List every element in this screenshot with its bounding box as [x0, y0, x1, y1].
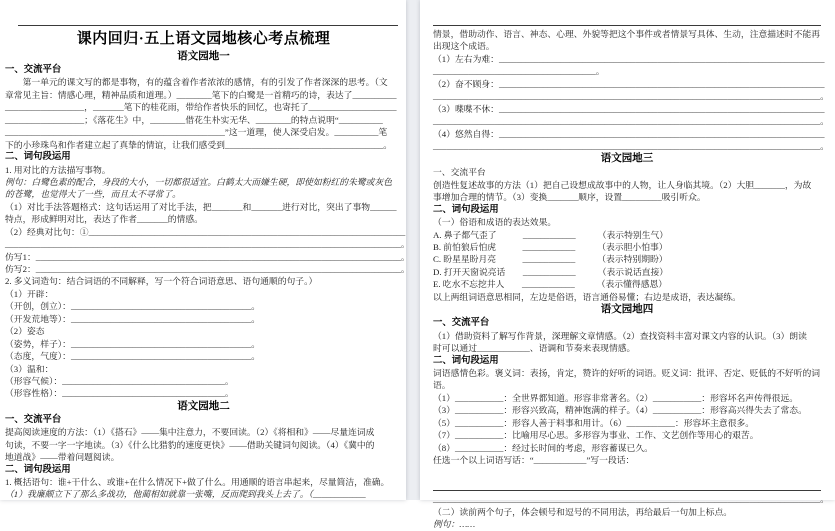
text-line: （2）经典对比句：①________________________________________________________________________: [5, 226, 406, 237]
text-line: 词语感情色彩。褒义词：表扬，肯定，赞许的好听的词语。贬义词：批评、否定、贬低的不好听的词: [433, 367, 821, 378]
text-line: 第一单元的课文写的都是事物，有的蕴含着作者浓浓的感情，有的引发了作者深深的思考。（文: [5, 77, 388, 88]
text-line: 例句：白鹭色素的配合，身段的大小，一切都很适宜。白鹤太大而嫌生硬，即使如粉红的朱鹭或灰色: [5, 176, 393, 187]
text-line: （2）奋不顾身：__________________________________________________________________________: [433, 78, 825, 89]
text-line: 提高阅读速度的方法：（1）《搭石》——集中注意力，不要回读。（2）《将相和》——尽量连词成: [5, 427, 375, 438]
text-line: （开创，创立）：_________________________________________。: [5, 301, 261, 312]
text-line: __________________，_______笔下的桂花雨，带给作者快乐的回忆，也寄托了____________________: [5, 102, 397, 113]
text-line: E. 吃水不忘挖井人 ____________ （表示懂得感恩）: [433, 279, 668, 290]
text-line: ________________________________________________________________________________________。: [433, 140, 829, 151]
text-line: B. 前怕狼后怕虎 ____________ （表示胆小怕事）: [433, 242, 668, 252]
subsection-heading: 一、交流平台: [433, 167, 486, 178]
subsection-heading: 一、交流平台: [5, 414, 62, 425]
text-line: （8）___________：经过长时间的考虑，形容蓄谋已久。: [433, 442, 653, 453]
page-1: [0, 0, 410, 500]
text-line: （1）开辟：: [5, 288, 54, 299]
text-line: （态度，气度）：_________________________________________。: [5, 351, 261, 362]
text-line: 1. 用对比的方法描写事物。: [5, 164, 111, 175]
subsection-heading: 二、词句段运用: [433, 355, 499, 366]
clipped-line: 例句：……: [433, 519, 476, 530]
text-line: 句读，不要一字一字地读。（3）《什么比猎豹的速度更快》——借助关键词句阅读。（4）《冀中的: [5, 439, 375, 450]
answer-line: [433, 478, 821, 491]
text-line: （二）读前两个句子，体会顿号和逗号的不同用法，再给最后一句加上标点。: [433, 506, 733, 517]
text-line: ________________________________________________________________________________________。: [433, 91, 829, 102]
text-line: （3）温和：: [5, 363, 54, 374]
text-line: （一）俗语和成语的表达效果。: [433, 217, 557, 228]
text-line: 时可以通过____________、语调和节奏来表现情感。: [433, 343, 636, 354]
text-line: ________________________________________________________________________________________。: [433, 494, 829, 505]
section-heading-yuandi-4: 语文园地四: [600, 304, 654, 316]
subsection-heading: 二、词句段运用: [5, 152, 71, 163]
text-line: __________________；《落花生》中，________借花生朴实无华、________的特点说明“__________: [5, 114, 383, 125]
text-line: （3）喋喋不休：__________________________________________________________________________: [433, 103, 825, 114]
page-2: [420, 0, 835, 530]
text-line: （3）___________：形容兴致高，精神饱满的样子。（4）___________：形容高兴得失去了常态。: [433, 405, 807, 416]
text-line: 以上两组词语意思相同，左边是俗语，语言通俗易懂；右边是成语，表达凝练。: [433, 291, 741, 302]
text-line: （形容气候）：_____________________________________。: [5, 375, 234, 386]
text-line: 仿写2：___________________________________________________________________________________。: [5, 264, 410, 274]
text-line: 仿写1：___________________________________________________________________________________。: [5, 251, 410, 262]
text-line: 2. 多义词造句：结合词语的不同解释，写一个符合词语意思、语句通顺的句子。）: [5, 276, 318, 287]
text-line: 事增加合理的情节。（3）变换_______顺序，设置_________吸引听众。: [433, 192, 706, 203]
text-line: （5）___________：形容人善于料事和用计。（6）___________：形容坏主意很多。: [433, 417, 755, 428]
text-line: 地道战》——带着问题阅读。: [5, 452, 120, 463]
text-line: ________________________________________________________________________________________。: [433, 116, 829, 127]
doc-title: 课内回归·五上语文园地核心考点梳理: [76, 31, 331, 47]
section-heading-yuandi-3: 语文园地三: [600, 153, 654, 165]
subsection-heading: 一、交流平台: [5, 65, 62, 75]
text-line: _____________________________________。: [433, 66, 605, 77]
text-line: C. 盼星星盼月亮 ____________ （表示特别期盼）: [433, 254, 668, 265]
text-line: 创造性复述故事的方法（1）把自己设想成故事中的人物，让人身临其境。（2）大胆_______，为故: [433, 179, 812, 190]
text-line: （2）姿态: [5, 326, 45, 337]
text-line: （1）对比手法答题格式：这句话运用了对比手法，把_______和_______进行对比，突出了事物______: [5, 201, 397, 212]
text-line: 的苍鹭，也觉得大了一些，而且太不寻常了。: [5, 189, 181, 200]
text-line: （1）左右为难：__________________________________________________________________________: [433, 53, 825, 64]
section-heading-yuandi-2: 语文园地二: [177, 400, 230, 412]
subsection-heading: 一、交流平台: [433, 318, 490, 329]
text-line: （1）我廉颇立下了那么多战功，他蔺相如就靠一张嘴，反而爬到我头上去了。（____________: [5, 489, 366, 500]
subsection-heading: 二、词句段运用: [433, 204, 499, 215]
text-line: 语。: [433, 380, 451, 391]
text-line: __________________________________________________________________________________________。: [5, 239, 410, 250]
blank-underline: [433, 13, 821, 26]
text-line: 特点，形成鲜明对比，表达了作者_______的情感。: [5, 214, 203, 225]
text-line: （姿势，样子）：_________________________________________。: [5, 338, 261, 349]
text-line: D. 打开天窗说亮话 ____________ （表示说话直接）: [433, 266, 669, 277]
text-line: （4）悠然自得：__________________________________________________________________________: [433, 128, 825, 139]
text-line: （形容性格）：_____________________________________。: [5, 388, 234, 399]
text-line: __________________________________________________”这一道理，使人深受启发。__________笔: [5, 127, 388, 138]
text-line: 出现这个成语。: [433, 41, 495, 52]
text-line: （1）借助资料了解写作背景，深理解文章情感。（2）查找资料丰富对课文内容的认识。（3）朗读: [433, 330, 807, 341]
text-line: 任选一个以上词语写话：“____________”写一段话：: [433, 455, 635, 465]
text-line: A. 鼻子都气歪了 ____________ （表示特别生气）: [433, 229, 669, 240]
section-heading-yuandi-1: 语文园地一: [177, 51, 230, 62]
blank-underline: [18, 13, 398, 26]
text-line: （1）___________：全世界都知道。形容非常著名。（2）___________：形容坏名声传得很远。: [433, 392, 799, 403]
subsection-heading: 二、词句段运用: [5, 464, 71, 475]
text-line: [433, 466, 821, 478]
text-line: 情景，借助动作、语言、神态、心理、外貌等把这个事件或者情景写具体、生动，注意描述时不能再: [433, 29, 821, 39]
text-line: 下的小珍珠鸟和作者建立起了真挚的情谊，让我们感受到____________________________________。: [5, 139, 393, 150]
text-line: 1. 概括语句：谁+干什么、或谁+在什么情况下+做了什么。用通顺的语言串起来，尽量简洁，准确。: [5, 477, 390, 487]
text-line: 章常见主旨：情感心理，精神品质和道理。）________笔下的白鹭是一首精巧的诗，表达了__________: [5, 89, 397, 100]
text-line: （7）___________：比喻用尽心思。多形容为事业、工作、文艺创作等用心的艰苦。: [433, 430, 759, 441]
text-line: （开发荒地等）：_________________________________________。: [5, 313, 261, 324]
